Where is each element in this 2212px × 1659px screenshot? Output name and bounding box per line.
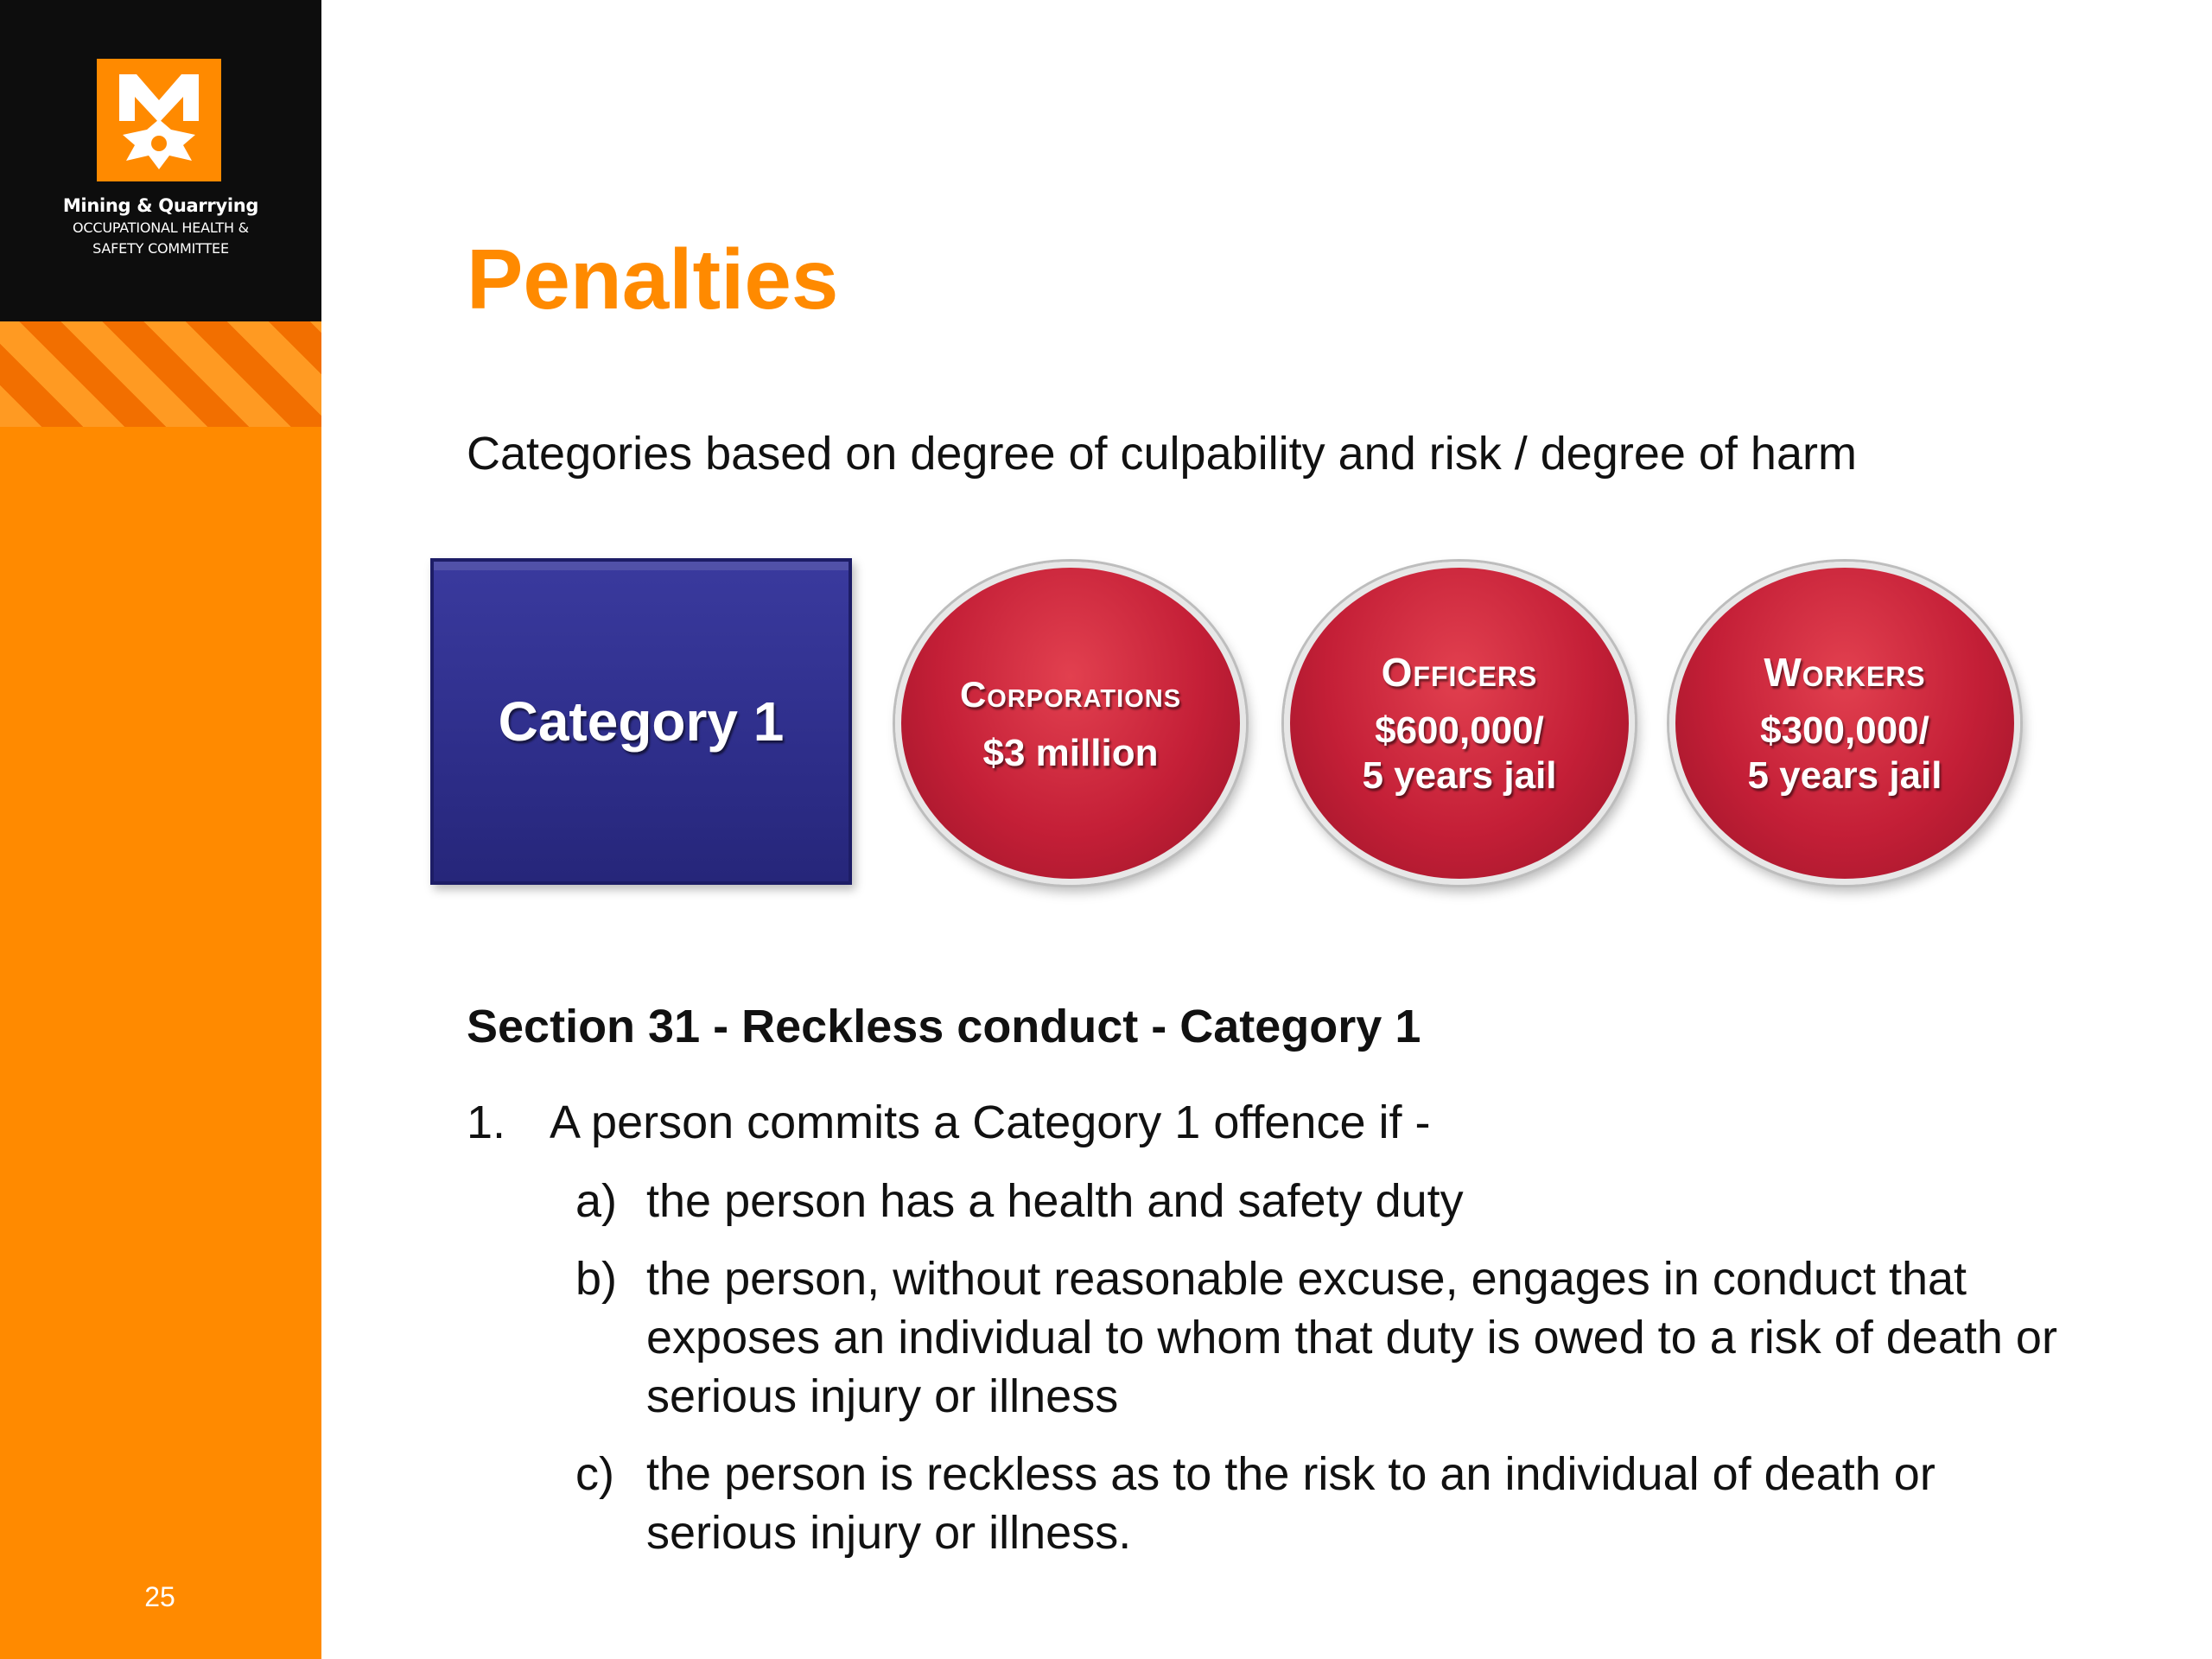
- page-number: 25: [144, 1581, 175, 1612]
- logo-mark-icon: [97, 59, 221, 181]
- section-heading: Section 31 - Reckless conduct - Category 1: [467, 1001, 1421, 1052]
- penalty-circle-corporations: [895, 562, 1246, 885]
- category-box: [430, 558, 852, 885]
- penalty-value: $3 million: [982, 732, 1159, 774]
- penalty-heading: Workers: [1764, 650, 1926, 695]
- hazard-stripes: [0, 321, 321, 427]
- penalty-value-line2: 5 years jail: [1362, 754, 1557, 797]
- penalty-circle-officers: [1284, 562, 1635, 885]
- clause-text: A person commits a Category 1 offence if -: [550, 1096, 1431, 1148]
- penalty-value-line1: $600,000/: [1375, 709, 1544, 752]
- penalty-value-line2: 5 years jail: [1747, 754, 1942, 797]
- sidebar: [0, 0, 321, 1659]
- list-item: [575, 1172, 2096, 1230]
- list-item-text: the person, without reasonable excuse, engages in conduct that exposes an individual to whom that duty is owed to a risk of death or serious injury or illness: [646, 1253, 2057, 1422]
- clause-number: 1.: [467, 1096, 506, 1148]
- list-item: [575, 1249, 2096, 1426]
- logo-subtitle-line2: SAFETY COMMITTEE: [92, 240, 229, 257]
- slide-title: Penalties: [467, 232, 839, 327]
- list-item-text: the person is reckless as to the risk to an individual of death or serious injury or illness.: [646, 1448, 1936, 1559]
- list-item-letter: a): [575, 1175, 618, 1227]
- category-label: Category 1: [498, 690, 785, 753]
- list-item: [575, 1445, 2096, 1562]
- penalty-heading: Corporations: [959, 674, 1182, 715]
- penalty-value-line1: $300,000/: [1760, 709, 1929, 752]
- logo-subtitle-line1: OCCUPATIONAL HEALTH &: [73, 219, 249, 236]
- logo: [97, 59, 221, 181]
- penalty-circle-workers: [1669, 562, 2020, 885]
- logo-text: [35, 194, 287, 259]
- slide-subtitle: Categories based on degree of culpability and risk / degree of harm: [467, 428, 1857, 480]
- penalty-heading: Officers: [1381, 650, 1538, 695]
- list-item-letter: b): [575, 1253, 618, 1305]
- list-item-text: the person has a health and safety duty: [646, 1175, 1464, 1227]
- logo-title: Mining & Quarrying: [62, 195, 259, 216]
- penalty-value: [1747, 709, 1942, 798]
- sub-item-list: [575, 1172, 2096, 1581]
- logo-panel: [0, 0, 321, 321]
- clause: [467, 1094, 1431, 1151]
- list-item-letter: c): [575, 1448, 614, 1500]
- penalty-value: [1362, 709, 1556, 798]
